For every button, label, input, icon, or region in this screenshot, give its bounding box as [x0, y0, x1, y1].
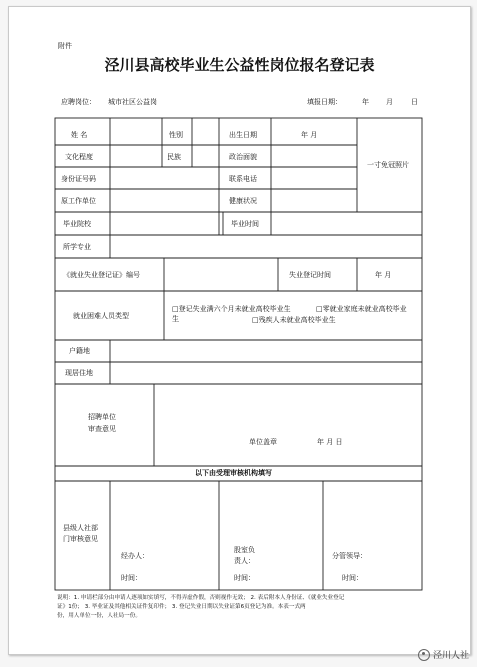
wechat-account-icon — [418, 649, 430, 661]
stamp-date: 年 月 日 — [317, 438, 343, 446]
label-education: 文化程度 — [65, 153, 93, 161]
label-unemployment-cert: 《就业失业登记证》编号 — [63, 271, 140, 279]
label-leader: 分管领导： — [332, 552, 367, 560]
label-higher-dept-line1: 县级人社部 — [63, 524, 98, 532]
label-gender: 性别 — [169, 131, 183, 139]
label-political-status: 政治面貌 — [229, 153, 257, 161]
label-responsible-time: 时间： — [234, 574, 255, 582]
note-line-1: 说明：1. 申请栏部分由申请人逐项如实填写，不得弄虚作假，否则视作无效； 2. 表后附本人身份证、《就业失业登记 — [57, 595, 345, 601]
unemployment-year-month: 年 月 — [375, 271, 392, 279]
option-zero-employment-family-cont: 生 — [172, 315, 179, 323]
option-disabled-graduate: □残疾人未就业高校毕业生 — [252, 316, 336, 324]
label-birth-date: 出生日期 — [229, 131, 257, 139]
label-handler-time: 时间： — [121, 574, 142, 582]
label-health: 健康状况 — [229, 197, 257, 205]
form-title: 泾川县高校毕业生公益性岗位报名登记表 — [104, 56, 375, 74]
label-unemployment-time: 失业登记时间 — [289, 271, 331, 279]
label-unit-stamp: 单位盖章 — [249, 438, 277, 446]
watermark-text: 泾川人社 — [432, 651, 469, 661]
note-line-3: 份，用人单位一份，人社局一份。 — [57, 613, 141, 619]
label-former-employer: 原工作单位 — [61, 197, 96, 205]
label-responsible-line2: 责人： — [234, 557, 255, 565]
attachment-label: 附件 — [58, 42, 72, 50]
fill-date-day: 日 — [411, 98, 418, 106]
note-line-2: 证》1份； 3. 毕业证及其他相关证件复印件； 3. 登记失业日期以失业证第6页登记为准。本表一式两 — [57, 604, 306, 610]
label-responsible-line1: 股室负 — [234, 546, 255, 554]
label-graduation-time: 毕业时间 — [231, 220, 259, 228]
label-id-number: 身份证号码 — [61, 175, 96, 183]
label-phone: 联系电话 — [229, 175, 257, 183]
label-review-opinion: 审查意见 — [88, 425, 116, 433]
applied-post-label: 应聘岗位： — [61, 98, 96, 106]
label-current-address: 现居住地 — [65, 369, 93, 377]
option-zero-employment-family: □零就业家庭未就业高校毕业 — [316, 305, 407, 313]
label-name: 姓 名 — [71, 131, 88, 139]
label-school: 毕业院校 — [63, 220, 91, 228]
fill-date-month: 月 — [386, 98, 393, 106]
label-ethnicity: 民族 — [167, 153, 181, 161]
label-hukou: 户籍地 — [69, 347, 90, 355]
photo-placeholder: 一寸免冠照片 — [367, 161, 409, 169]
label-handler: 经办人： — [121, 552, 149, 560]
fill-date-year: 年 — [362, 98, 369, 106]
birth-year-month: 年 月 — [301, 131, 318, 139]
section-note-below: 以下由受理审核机构填写 — [195, 469, 272, 477]
label-hardship-type: 就业困难人员类型 — [73, 312, 129, 320]
source-watermark — [418, 648, 469, 661]
registration-form-page — [8, 6, 471, 655]
label-major: 所学专业 — [63, 243, 91, 251]
applied-post-value: 城市社区公益岗 — [108, 98, 157, 106]
label-leader-time: 时间： — [342, 574, 363, 582]
label-higher-dept-line2: 门审核意见 — [63, 535, 98, 543]
option-unemployed-six-months: □登记失业满六个月未就业高校毕业生 — [172, 305, 291, 313]
label-hiring-unit: 招聘单位 — [88, 413, 116, 421]
fill-date-label: 填报日期： — [307, 98, 342, 106]
